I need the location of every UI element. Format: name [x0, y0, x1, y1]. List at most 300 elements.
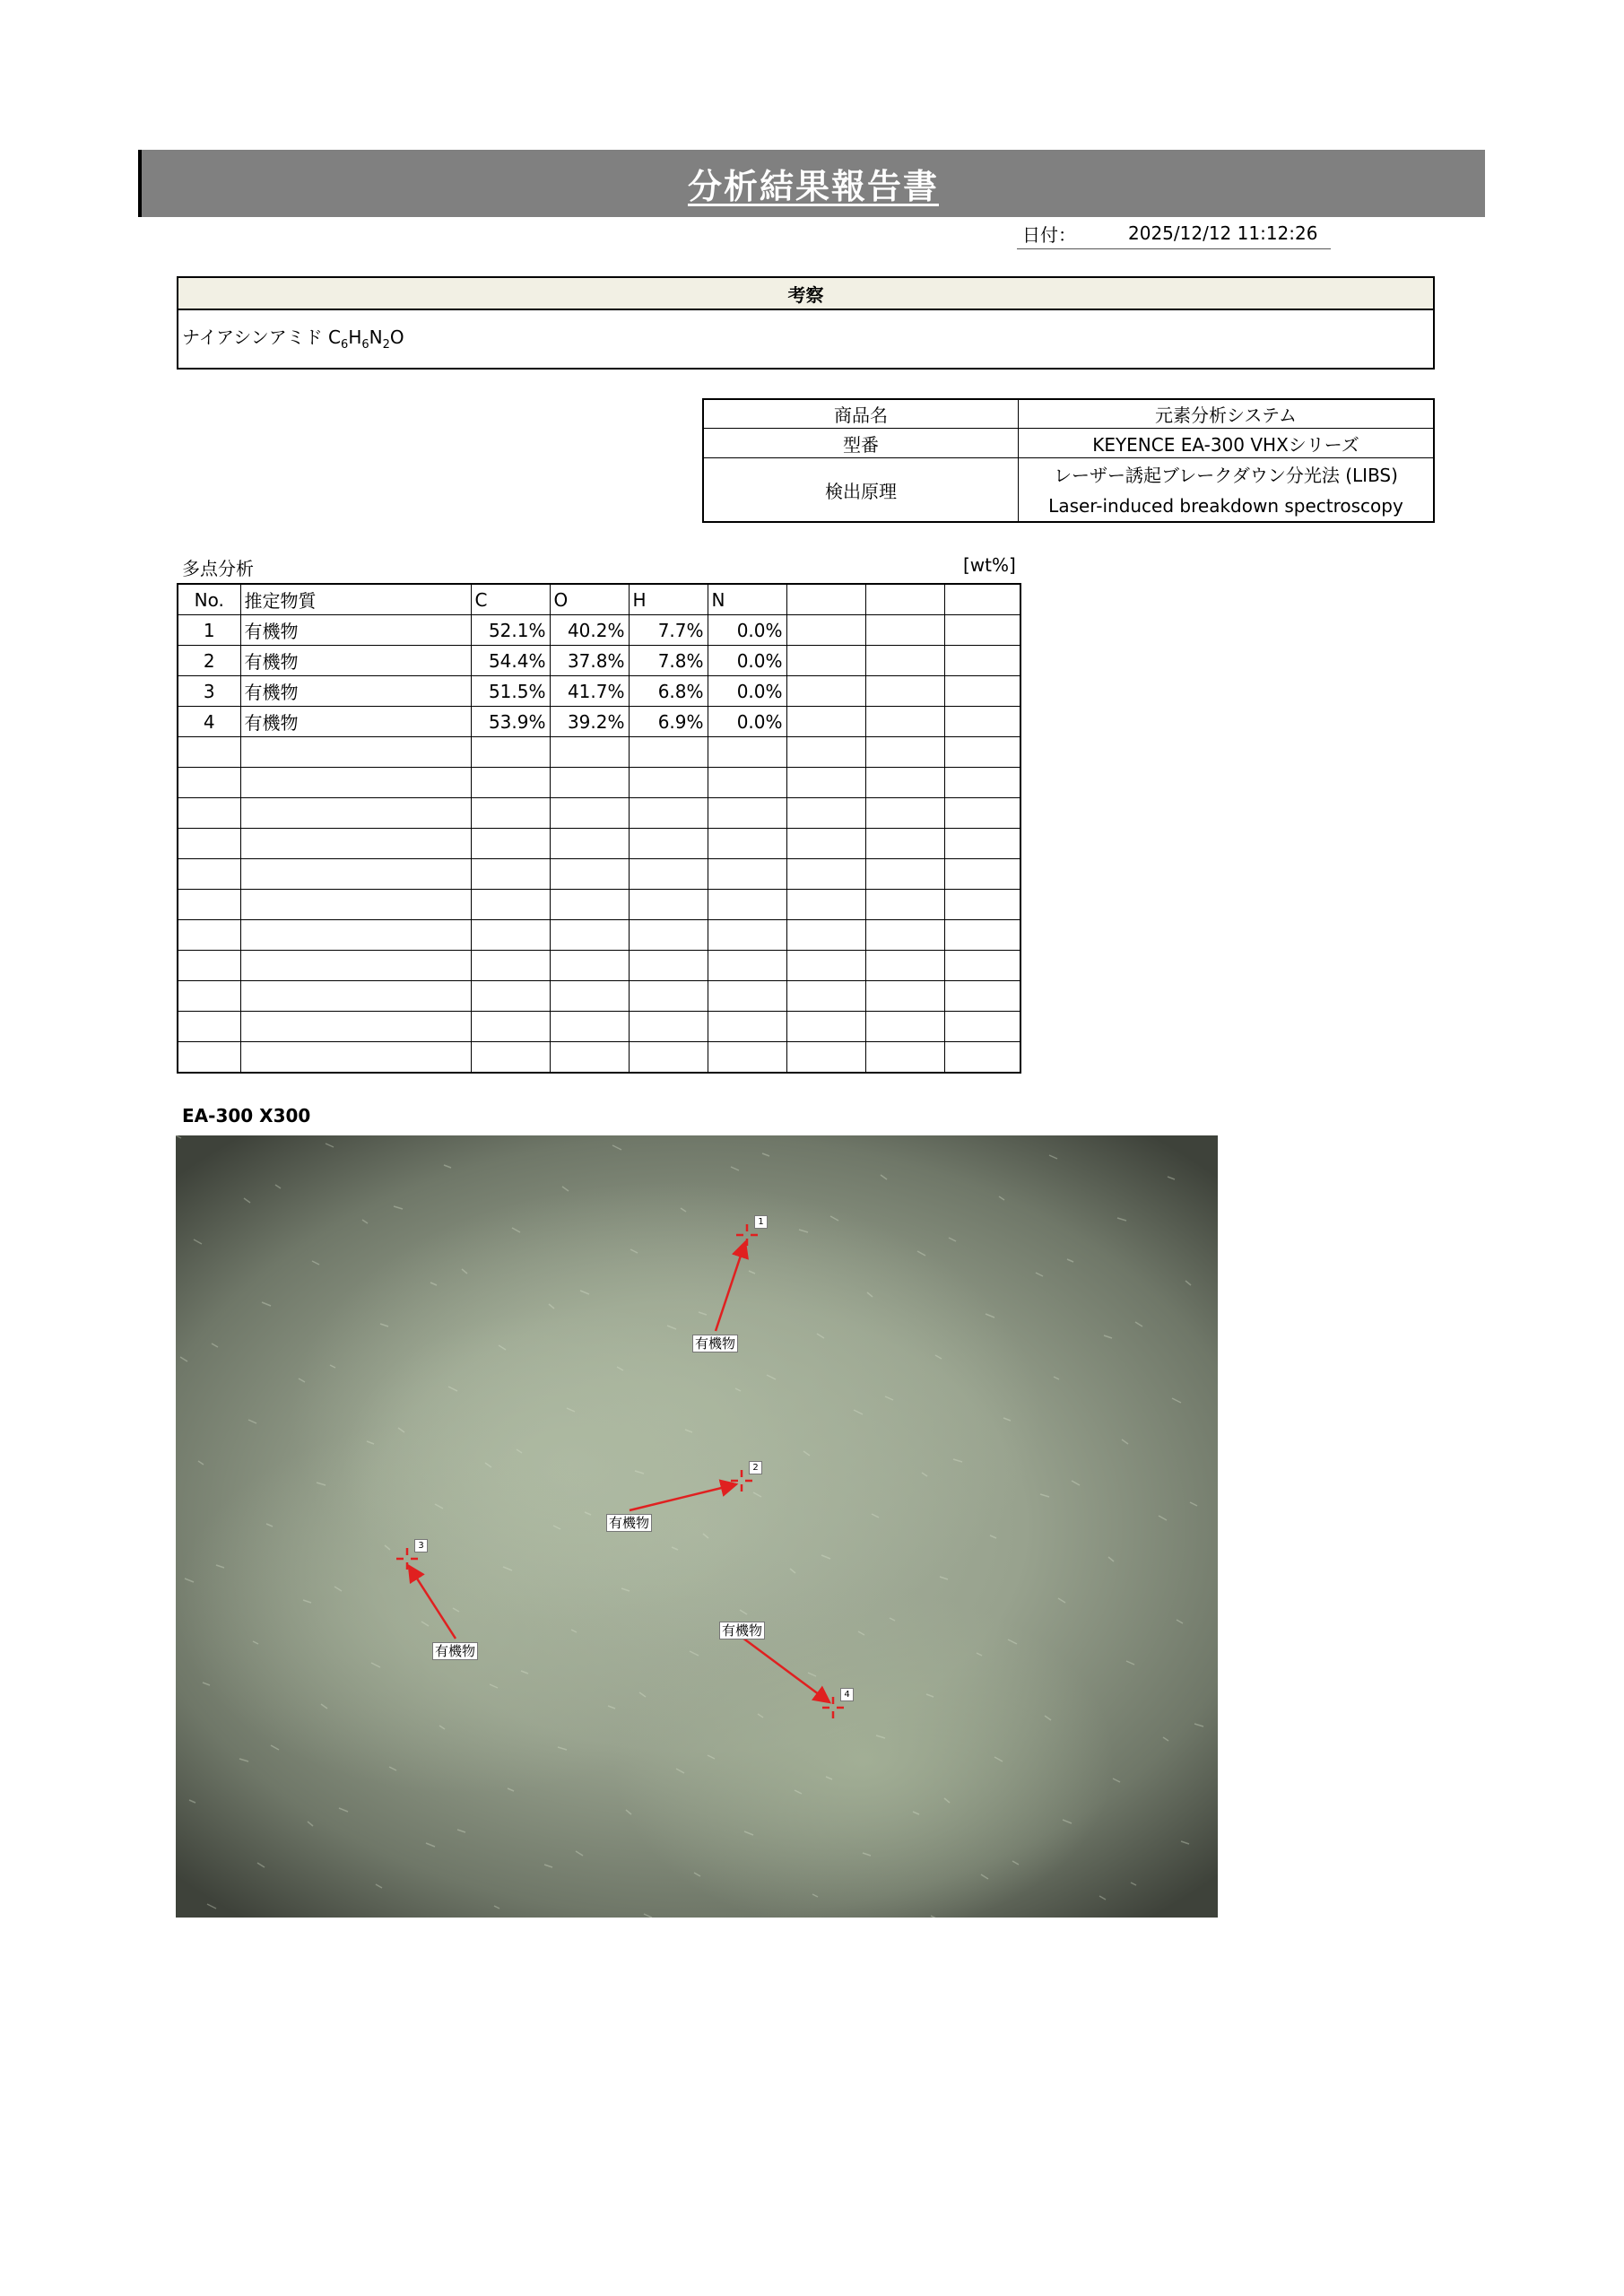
texture-speck — [694, 1873, 700, 1876]
table-cell — [865, 890, 944, 920]
texture-speck — [266, 1524, 273, 1526]
texture-speck — [690, 1651, 699, 1656]
texture-speck — [1194, 1724, 1203, 1726]
table-cell — [471, 1012, 550, 1042]
texture-speck — [1131, 1883, 1136, 1885]
remarks-header: 考察 — [178, 278, 1433, 310]
texture-speck — [990, 1535, 996, 1538]
texture-speck — [549, 1304, 554, 1309]
table-cell — [240, 829, 471, 859]
texture-speck — [639, 1692, 646, 1697]
table-cell — [550, 1042, 629, 1074]
point-number-label: 2 — [749, 1461, 762, 1474]
texture-speck — [239, 1759, 248, 1761]
texture-speck — [981, 1874, 988, 1879]
table-cell — [550, 798, 629, 829]
table-cell — [178, 798, 240, 829]
texture-speck — [790, 1569, 795, 1573]
texture-speck — [394, 1206, 403, 1209]
table-cell — [550, 737, 629, 768]
table-cell — [550, 859, 629, 890]
table-cell — [944, 829, 1020, 859]
product-name-label: 商品名 — [703, 399, 1019, 428]
texture-speck — [944, 1798, 950, 1803]
texture-speck — [1181, 1841, 1189, 1844]
micrograph-annotations — [176, 1135, 1218, 1918]
texture-speck — [740, 1610, 747, 1614]
table-cell: 6.9% — [629, 707, 708, 737]
table-cell — [865, 768, 944, 798]
table-cell — [471, 920, 550, 951]
texture-speck — [635, 1471, 644, 1474]
texture-speck — [567, 1408, 575, 1412]
table-cell — [240, 920, 471, 951]
table-cell — [865, 676, 944, 707]
photo-label: EA-300 X300 — [182, 1105, 311, 1126]
texture-speck — [626, 1810, 631, 1814]
table-cell — [178, 890, 240, 920]
texture-speck — [1072, 1481, 1080, 1485]
texture-speck — [1177, 1620, 1183, 1623]
texture-speck — [212, 1344, 218, 1347]
texture-speck — [1012, 1861, 1019, 1865]
texture-speck — [558, 1747, 567, 1750]
texture-speck — [735, 1388, 741, 1391]
texture-speck — [189, 1800, 195, 1803]
table-cell — [786, 829, 865, 859]
texture-speck — [326, 1144, 334, 1147]
texture-speck — [380, 1324, 388, 1326]
report-title: 分析結果報告書 — [687, 167, 939, 206]
texture-speck — [253, 1641, 258, 1644]
texture-speck — [275, 1185, 281, 1188]
pointer-arrow — [630, 1484, 736, 1510]
table-cell — [708, 737, 786, 768]
table-cell: 53.9% — [471, 707, 550, 737]
texture-speck — [876, 1735, 885, 1738]
texture-speck — [881, 1175, 887, 1179]
texture-speck — [421, 1622, 429, 1626]
texture-speck — [376, 1884, 382, 1888]
texture-speck — [1190, 1502, 1197, 1506]
table-row-empty — [178, 981, 1020, 1012]
table-row-empty — [178, 890, 1020, 920]
table-cell — [240, 1012, 471, 1042]
texture-speck — [248, 1420, 256, 1423]
table-cell: 4 — [178, 707, 240, 737]
table-cell — [944, 768, 1020, 798]
date-value: 2025/12/12 11:12:26 — [1128, 222, 1318, 244]
table-row — [178, 676, 1020, 707]
texture-speck — [1104, 1335, 1112, 1338]
table-cell — [786, 1012, 865, 1042]
formula-n: N — [369, 326, 383, 348]
table-cell — [865, 1012, 944, 1042]
table-cell — [944, 981, 1020, 1012]
texture-speck — [371, 1663, 380, 1667]
column-header — [865, 584, 944, 615]
table-cell — [865, 798, 944, 829]
texture-speck — [576, 1851, 583, 1856]
texture-speck — [1135, 1322, 1142, 1326]
table-cell: 1 — [178, 615, 240, 646]
texture-speck — [922, 1473, 927, 1476]
texture-speck — [544, 1865, 552, 1867]
table-cell — [944, 676, 1020, 707]
table-cell — [944, 707, 1020, 737]
table-cell — [708, 890, 786, 920]
table-cell — [550, 1012, 629, 1042]
table-row-empty — [178, 798, 1020, 829]
texture-speck — [935, 1355, 942, 1359]
texture-speck — [453, 1608, 459, 1612]
texture-speck — [1067, 1259, 1073, 1262]
table-cell — [550, 920, 629, 951]
table-header-row — [178, 584, 1020, 615]
texture-speck — [758, 1714, 763, 1718]
texture-speck — [1003, 1418, 1011, 1421]
table-cell — [471, 829, 550, 859]
table-cell — [240, 951, 471, 981]
table-row-empty — [178, 859, 1020, 890]
texture-speck — [462, 1269, 467, 1274]
table-row — [178, 615, 1020, 646]
point-number-label: 4 — [840, 1688, 854, 1701]
texture-speck — [949, 1238, 956, 1241]
texture-speck — [176, 1135, 181, 1138]
table-cell — [629, 798, 708, 829]
formula-n-subscript: 2 — [382, 338, 390, 352]
substance-tag: 有機物 — [719, 1622, 765, 1639]
formula-c-subscript: 6 — [341, 338, 349, 352]
texture-speck — [303, 1600, 311, 1603]
principle-value-jp: レーザー誘起ブレークダウン分光法 (LIBS) — [1019, 458, 1435, 491]
texture-speck — [207, 1904, 216, 1909]
table-cell — [471, 737, 550, 768]
table-cell — [786, 1042, 865, 1074]
texture-speck — [858, 1631, 864, 1635]
table-row — [178, 707, 1020, 737]
texture-speck — [580, 1291, 589, 1294]
table-cell — [240, 1042, 471, 1074]
texture-speck — [517, 1449, 522, 1453]
table-cell — [471, 859, 550, 890]
texture-speck — [913, 1812, 919, 1814]
table-row — [178, 646, 1020, 676]
column-header: No. — [178, 584, 240, 615]
table-cell — [629, 829, 708, 859]
texture-speck — [617, 1367, 623, 1370]
table-cell: 37.8% — [550, 646, 629, 676]
table-cell — [786, 707, 865, 737]
multi-point-table — [177, 583, 1021, 1074]
texture-speck — [562, 1187, 569, 1191]
table-cell — [240, 768, 471, 798]
table-cell: 有機物 — [240, 676, 471, 707]
table-cell — [240, 890, 471, 920]
texture-speck — [953, 1459, 962, 1462]
table-cell — [786, 737, 865, 768]
texture-speck — [977, 1653, 982, 1656]
texture-speck — [808, 1673, 816, 1676]
table-cell — [629, 981, 708, 1012]
table-cell — [471, 951, 550, 981]
texture-speck — [644, 1914, 652, 1918]
table-cell: 0.0% — [708, 646, 786, 676]
table-cell — [944, 920, 1020, 951]
table-cell — [786, 981, 865, 1012]
column-header — [786, 584, 865, 615]
column-header — [944, 584, 1020, 615]
table-cell — [471, 1042, 550, 1074]
table-cell — [786, 951, 865, 981]
table-cell — [944, 1012, 1020, 1042]
remarks-formula-prefix: ナイアシンアミド C — [182, 326, 342, 348]
texture-speck — [180, 1357, 187, 1361]
table-cell — [708, 1012, 786, 1042]
texture-speck — [330, 1365, 335, 1368]
table-cell — [550, 768, 629, 798]
table-cell — [944, 951, 1020, 981]
texture-speck — [821, 1555, 830, 1559]
texture-speck — [940, 1577, 948, 1579]
table-cell — [786, 920, 865, 951]
texture-speck — [817, 1334, 824, 1338]
texture-speck — [917, 1251, 925, 1256]
table-cell — [944, 737, 1020, 768]
table-cell — [178, 1042, 240, 1074]
formula-o: O — [389, 326, 404, 348]
texture-speck — [457, 1830, 465, 1832]
table-cell — [865, 859, 944, 890]
texture-speck — [439, 1726, 445, 1729]
report-title-bar — [138, 150, 1485, 217]
table-cell — [786, 615, 865, 646]
table-cell — [178, 951, 240, 981]
texture-speck — [198, 1461, 204, 1465]
table-cell — [240, 981, 471, 1012]
texture-speck — [1099, 1896, 1106, 1900]
texture-speck — [194, 1239, 202, 1244]
table-row-empty — [178, 951, 1020, 981]
table-cell — [629, 1042, 708, 1074]
texture-speck — [999, 1196, 1004, 1200]
principle-label: 検出原理 — [703, 458, 1019, 522]
texture-speck — [749, 1271, 755, 1274]
model-value: KEYENCE EA-300 VHXシリーズ — [1019, 428, 1435, 457]
table-cell — [944, 798, 1020, 829]
texture-speck — [672, 1547, 678, 1550]
texture-speck — [1163, 1737, 1168, 1741]
column-header: O — [550, 584, 629, 615]
column-header: N — [708, 584, 786, 615]
texture-speck — [753, 1492, 761, 1497]
texture-speck — [803, 1451, 810, 1456]
table-cell — [178, 768, 240, 798]
formula-h-subscript: 6 — [361, 338, 369, 352]
texture-speck — [490, 1684, 498, 1688]
table-cell — [944, 1042, 1020, 1074]
texture-speck — [867, 1292, 873, 1297]
table-cell — [178, 1012, 240, 1042]
table-cell — [178, 829, 240, 859]
table-cell — [944, 890, 1020, 920]
date-row — [1017, 218, 1331, 249]
table-cell: 0.0% — [708, 615, 786, 646]
table-cell: 54.4% — [471, 646, 550, 676]
table-cell — [865, 981, 944, 1012]
principle-value-en: Laser-induced breakdown spectroscopy — [1019, 490, 1435, 522]
texture-speck — [426, 1843, 435, 1847]
texture-speck — [444, 1165, 451, 1168]
table-cell: 52.1% — [471, 615, 550, 646]
table-cell — [471, 981, 550, 1012]
pointer-arrow — [409, 1566, 456, 1639]
pointer-arrow — [743, 1638, 829, 1702]
texture-speck — [216, 1565, 224, 1568]
texture-speck — [872, 1514, 879, 1518]
table-cell — [786, 676, 865, 707]
texture-speck — [389, 1767, 396, 1770]
table-cell — [944, 646, 1020, 676]
table-cell — [629, 890, 708, 920]
texture-speck — [362, 1220, 368, 1223]
texture-speck — [203, 1683, 210, 1685]
table-cell — [471, 890, 550, 920]
texture-speck — [826, 1777, 832, 1779]
table-row-empty — [178, 768, 1020, 798]
texture-speck — [863, 1853, 871, 1856]
texture-speck — [308, 1822, 313, 1826]
table-cell: 有機物 — [240, 707, 471, 737]
texture-speck — [553, 1526, 560, 1529]
texture-speck — [339, 1808, 348, 1812]
table-cell — [708, 829, 786, 859]
texture-speck — [367, 1441, 374, 1444]
table-cell — [786, 798, 865, 829]
table-cell — [550, 890, 629, 920]
texture-speck — [262, 1302, 271, 1306]
texture-speck — [385, 1545, 390, 1550]
table-cell — [708, 798, 786, 829]
table-cell — [708, 768, 786, 798]
texture-speck — [398, 1428, 404, 1432]
table-cell — [786, 646, 865, 676]
column-header: C — [471, 584, 550, 615]
texture-speck — [986, 1314, 994, 1318]
pointer-arrow — [716, 1242, 745, 1331]
texture-speck — [744, 1831, 753, 1835]
table-cell: 40.2% — [550, 615, 629, 646]
texture-speck — [1159, 1516, 1167, 1520]
texture-speck — [257, 1863, 265, 1867]
texture-speck — [430, 1283, 437, 1285]
texture-speck — [1008, 1639, 1017, 1644]
texture-speck — [685, 1430, 692, 1432]
texture-speck — [630, 1249, 638, 1253]
product-info-table — [702, 398, 1435, 523]
micrograph-image — [176, 1135, 1218, 1918]
texture-speck — [1045, 1716, 1051, 1720]
texture-speck — [1036, 1273, 1043, 1276]
texture-speck — [1113, 1779, 1120, 1782]
texture-speck — [931, 1916, 940, 1918]
table-row-empty — [178, 1012, 1020, 1042]
table-cell: 有機物 — [240, 615, 471, 646]
texture-speck — [585, 1512, 591, 1515]
texture-speck — [1063, 1820, 1072, 1823]
texture-speck — [621, 1588, 630, 1591]
texture-speck — [435, 1504, 443, 1509]
texture-speck — [799, 1230, 808, 1232]
table-cell — [550, 829, 629, 859]
texture-speck — [1126, 1661, 1134, 1665]
texture-speck — [334, 1587, 342, 1591]
texture-speck — [1168, 1177, 1175, 1179]
texture-speck — [508, 1788, 514, 1791]
remarks-box — [177, 276, 1435, 370]
point-number-label: 3 — [414, 1539, 428, 1552]
table-cell — [708, 920, 786, 951]
texture-speck — [854, 1410, 863, 1414]
table-row-empty — [178, 920, 1020, 951]
texture-speck — [299, 1378, 305, 1382]
texture-speck — [1108, 1557, 1114, 1561]
table-cell: 41.7% — [550, 676, 629, 707]
table-cell — [865, 829, 944, 859]
texture-speck — [830, 1216, 838, 1221]
texture-speck — [1054, 1377, 1059, 1379]
texture-speck — [608, 1706, 615, 1709]
table-cell — [550, 951, 629, 981]
table-cell — [240, 859, 471, 890]
texture-speck — [1172, 1398, 1181, 1403]
texture-speck — [485, 1463, 491, 1467]
multi-point-label: 多点分析 — [182, 558, 254, 579]
table-cell — [786, 768, 865, 798]
table-row-empty — [178, 737, 1020, 768]
column-header: 推定物質 — [240, 584, 471, 615]
table-cell — [865, 920, 944, 951]
table-cell: 0.0% — [708, 707, 786, 737]
table-cell: 7.7% — [629, 615, 708, 646]
texture-speck — [703, 1534, 708, 1538]
texture-speck — [699, 1312, 707, 1315]
texture-speck — [271, 1745, 279, 1750]
texture-speck — [926, 1694, 934, 1697]
texture-speck — [708, 1755, 715, 1759]
table-cell: 51.5% — [471, 676, 550, 707]
texture-speck — [885, 1396, 893, 1400]
texture-speck — [762, 1153, 769, 1156]
table-cell — [708, 951, 786, 981]
table-cell: 3 — [178, 676, 240, 707]
texture-speck — [185, 1578, 194, 1582]
texture-speck — [612, 1145, 621, 1150]
texture-speck — [667, 1326, 676, 1329]
table-cell: 2 — [178, 646, 240, 676]
table-cell — [629, 737, 708, 768]
substance-tag: 有機物 — [692, 1335, 738, 1352]
table-cell — [944, 859, 1020, 890]
texture-speck — [321, 1704, 327, 1709]
table-cell — [786, 859, 865, 890]
texture-speck — [731, 1167, 739, 1170]
point-number-label: 1 — [754, 1215, 768, 1229]
texture-speck — [994, 1757, 1003, 1761]
formula-h: H — [348, 326, 362, 348]
texture-speck — [244, 1198, 250, 1203]
